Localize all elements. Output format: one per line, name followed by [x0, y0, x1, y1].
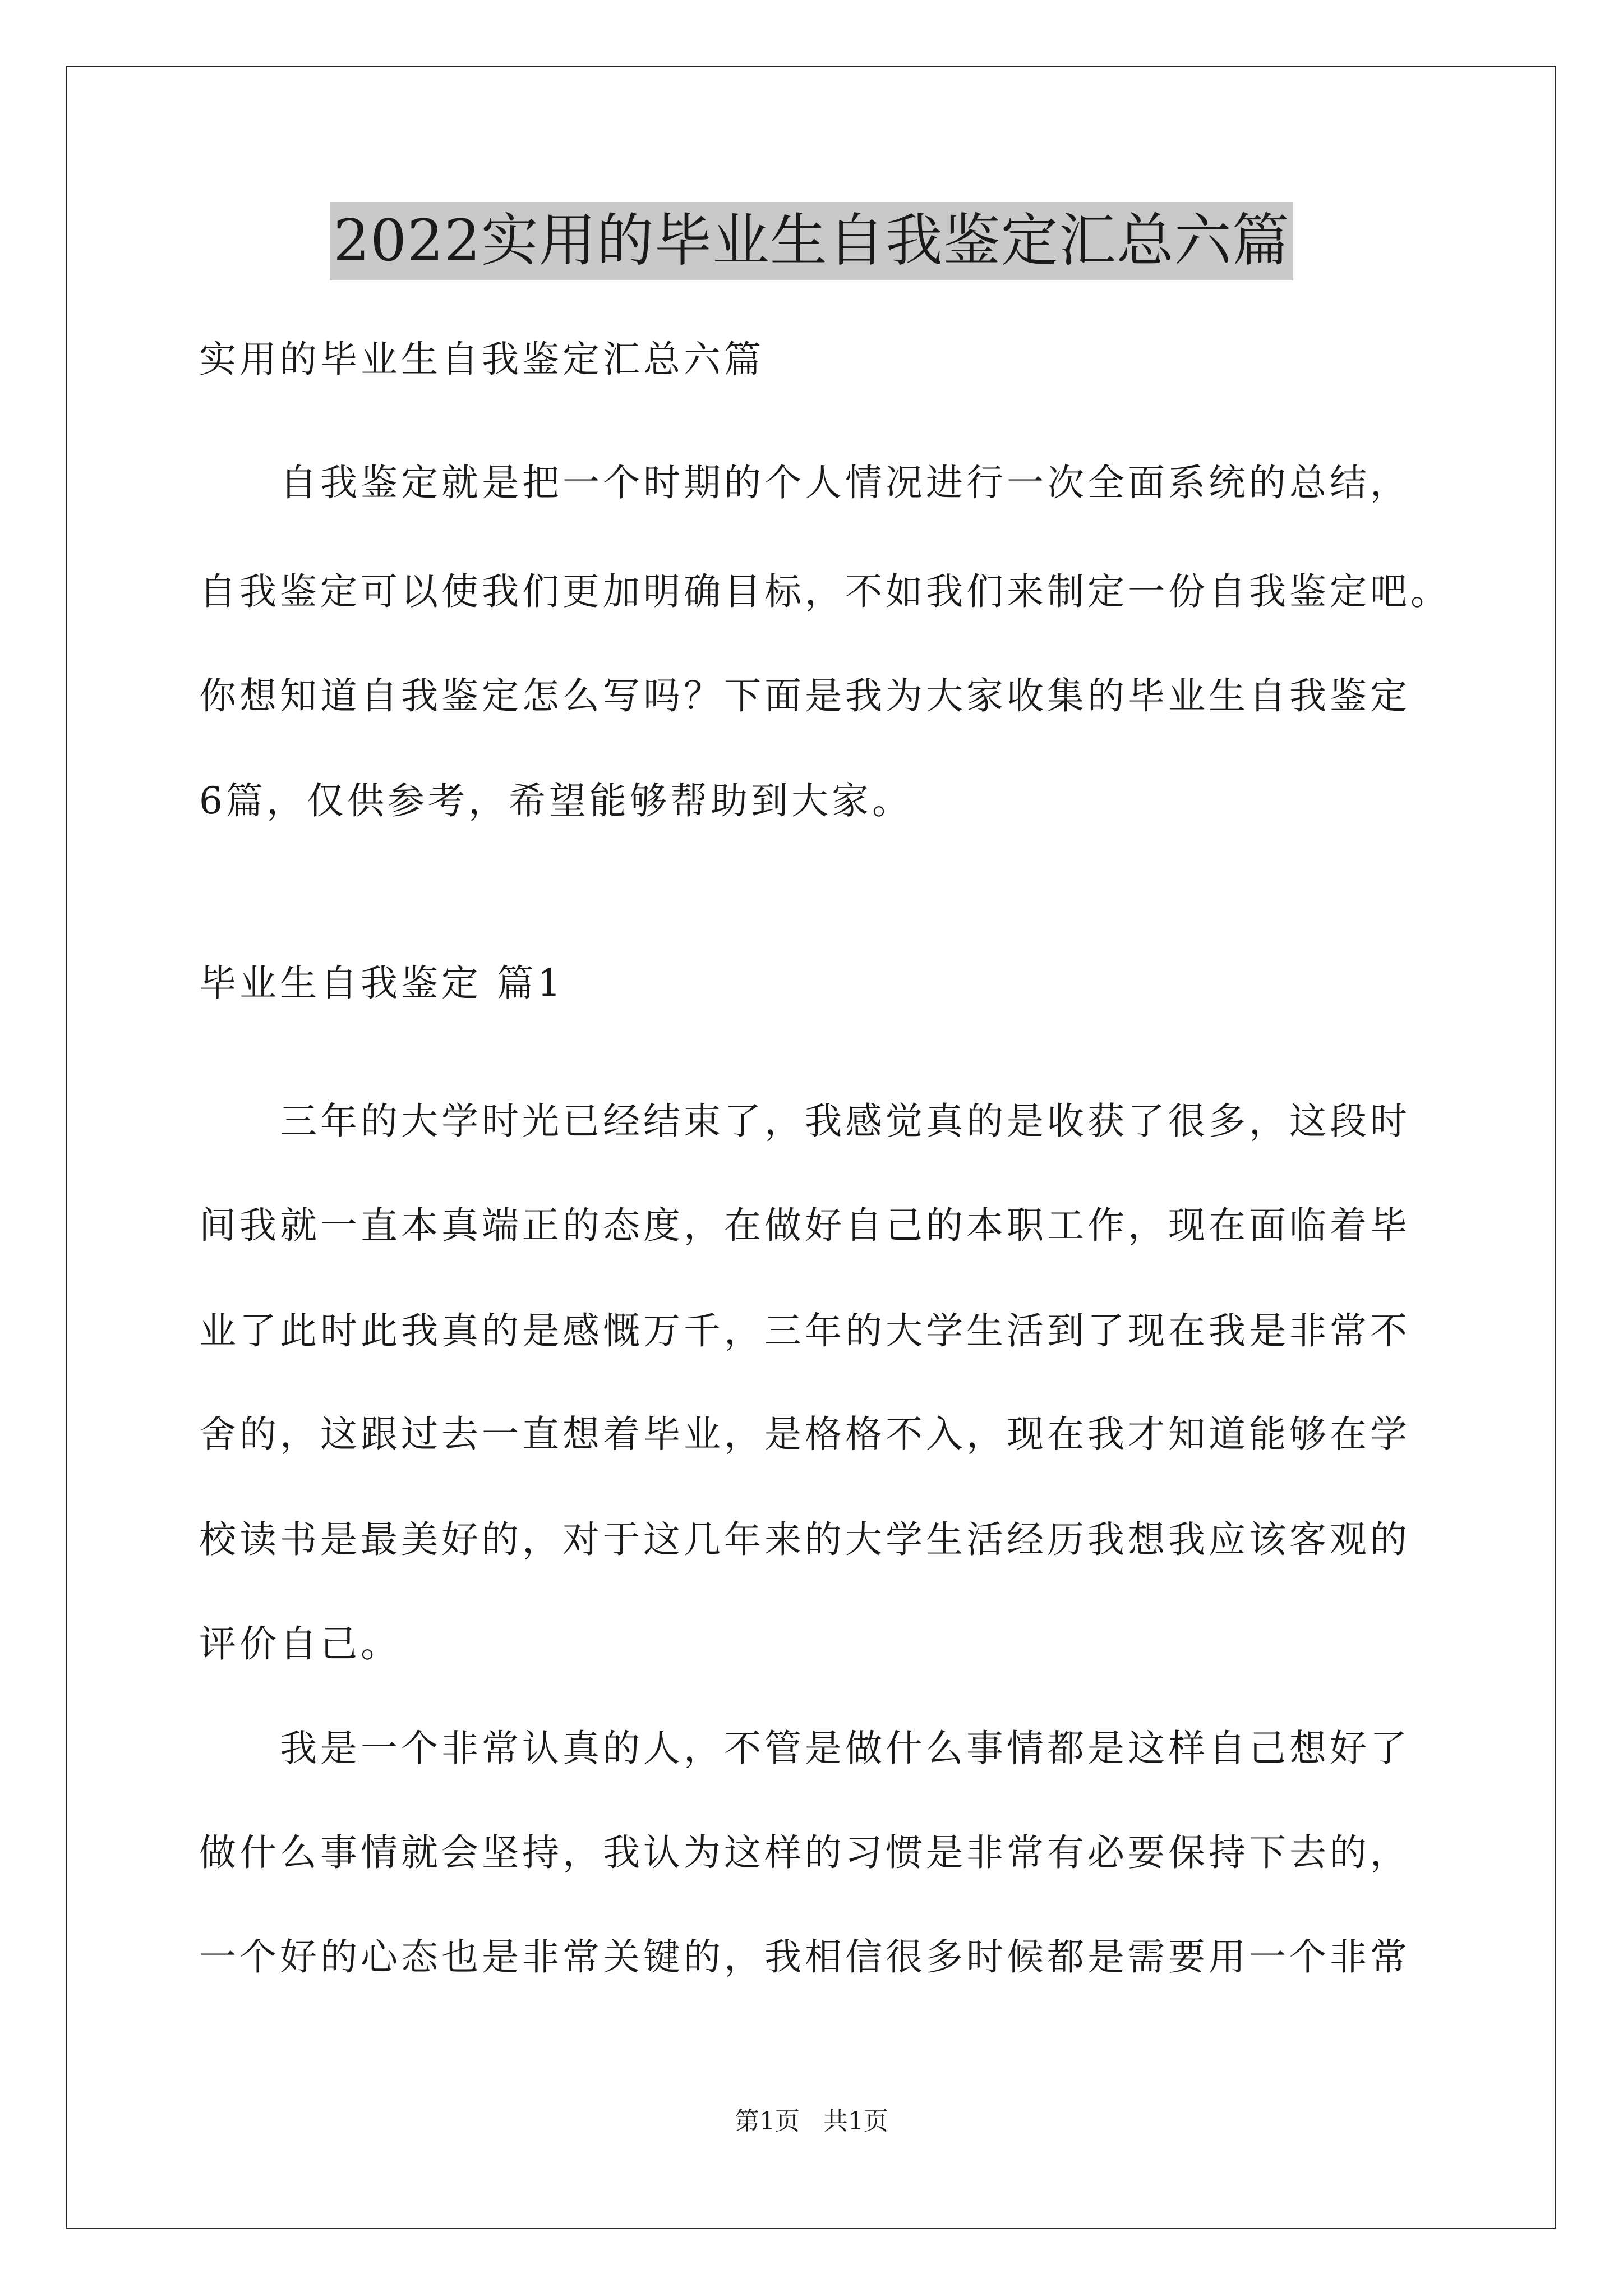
intro-line-2: 自我鉴定可以使我们更加明确目标，不如我们来制定一份自我鉴定吧。: [199, 570, 1451, 613]
total-pages: 共1页: [823, 2107, 888, 2136]
para1-line-3: 业了此时此我真的是感慨万千，三年的大学生活到了现在我是非常不: [199, 1309, 1410, 1352]
para1-line-4: 舍的，这跟过去一直想着毕业，是格格不入，现在我才知道能够在学: [199, 1412, 1410, 1456]
intro-line-4: 6篇，仅供参考，希望能够帮助到大家。: [199, 779, 912, 822]
para2-line-3: 一个好的心态也是非常关键的，我相信很多时候都是需要用一个非常: [199, 1935, 1410, 1978]
document-subtitle: 实用的毕业生自我鉴定汇总六篇: [199, 338, 764, 381]
para1-line-2: 间我就一直本真端正的态度，在做好自己的本职工作，现在面临着毕: [199, 1204, 1410, 1247]
document-title: 2022实用的毕业生自我鉴定汇总六篇: [330, 202, 1293, 280]
intro-line-1: 自我鉴定就是把一个时期的个人情况进行一次全面系统的总结，: [199, 461, 1410, 504]
para1-line-5: 校读书是最美好的，对于这几年来的大学生活经历我想我应该客观的: [199, 1518, 1410, 1561]
para2-line-1: 我是一个非常认真的人，不管是做什么事情都是这样自己想好了: [199, 1727, 1410, 1770]
section-heading: 毕业生自我鉴定 篇1: [199, 961, 564, 1005]
para1-line-1: 三年的大学时光已经结束了，我感觉真的是收获了很多，这段时: [199, 1099, 1410, 1143]
page-border: [66, 66, 1556, 2229]
title-container: [0, 202, 1623, 280]
intro-line-3: 你想知道自我鉴定怎么写吗？下面是我为大家收集的毕业生自我鉴定: [199, 674, 1410, 717]
para1-line-6: 评价自己。: [199, 1622, 401, 1665]
para2-line-2: 做什么事情就会坚持，我认为这样的习惯是非常有必要保持下去的，: [199, 1831, 1410, 1874]
page-number: 第1页: [735, 2107, 800, 2136]
page-footer: [0, 2101, 1623, 2137]
